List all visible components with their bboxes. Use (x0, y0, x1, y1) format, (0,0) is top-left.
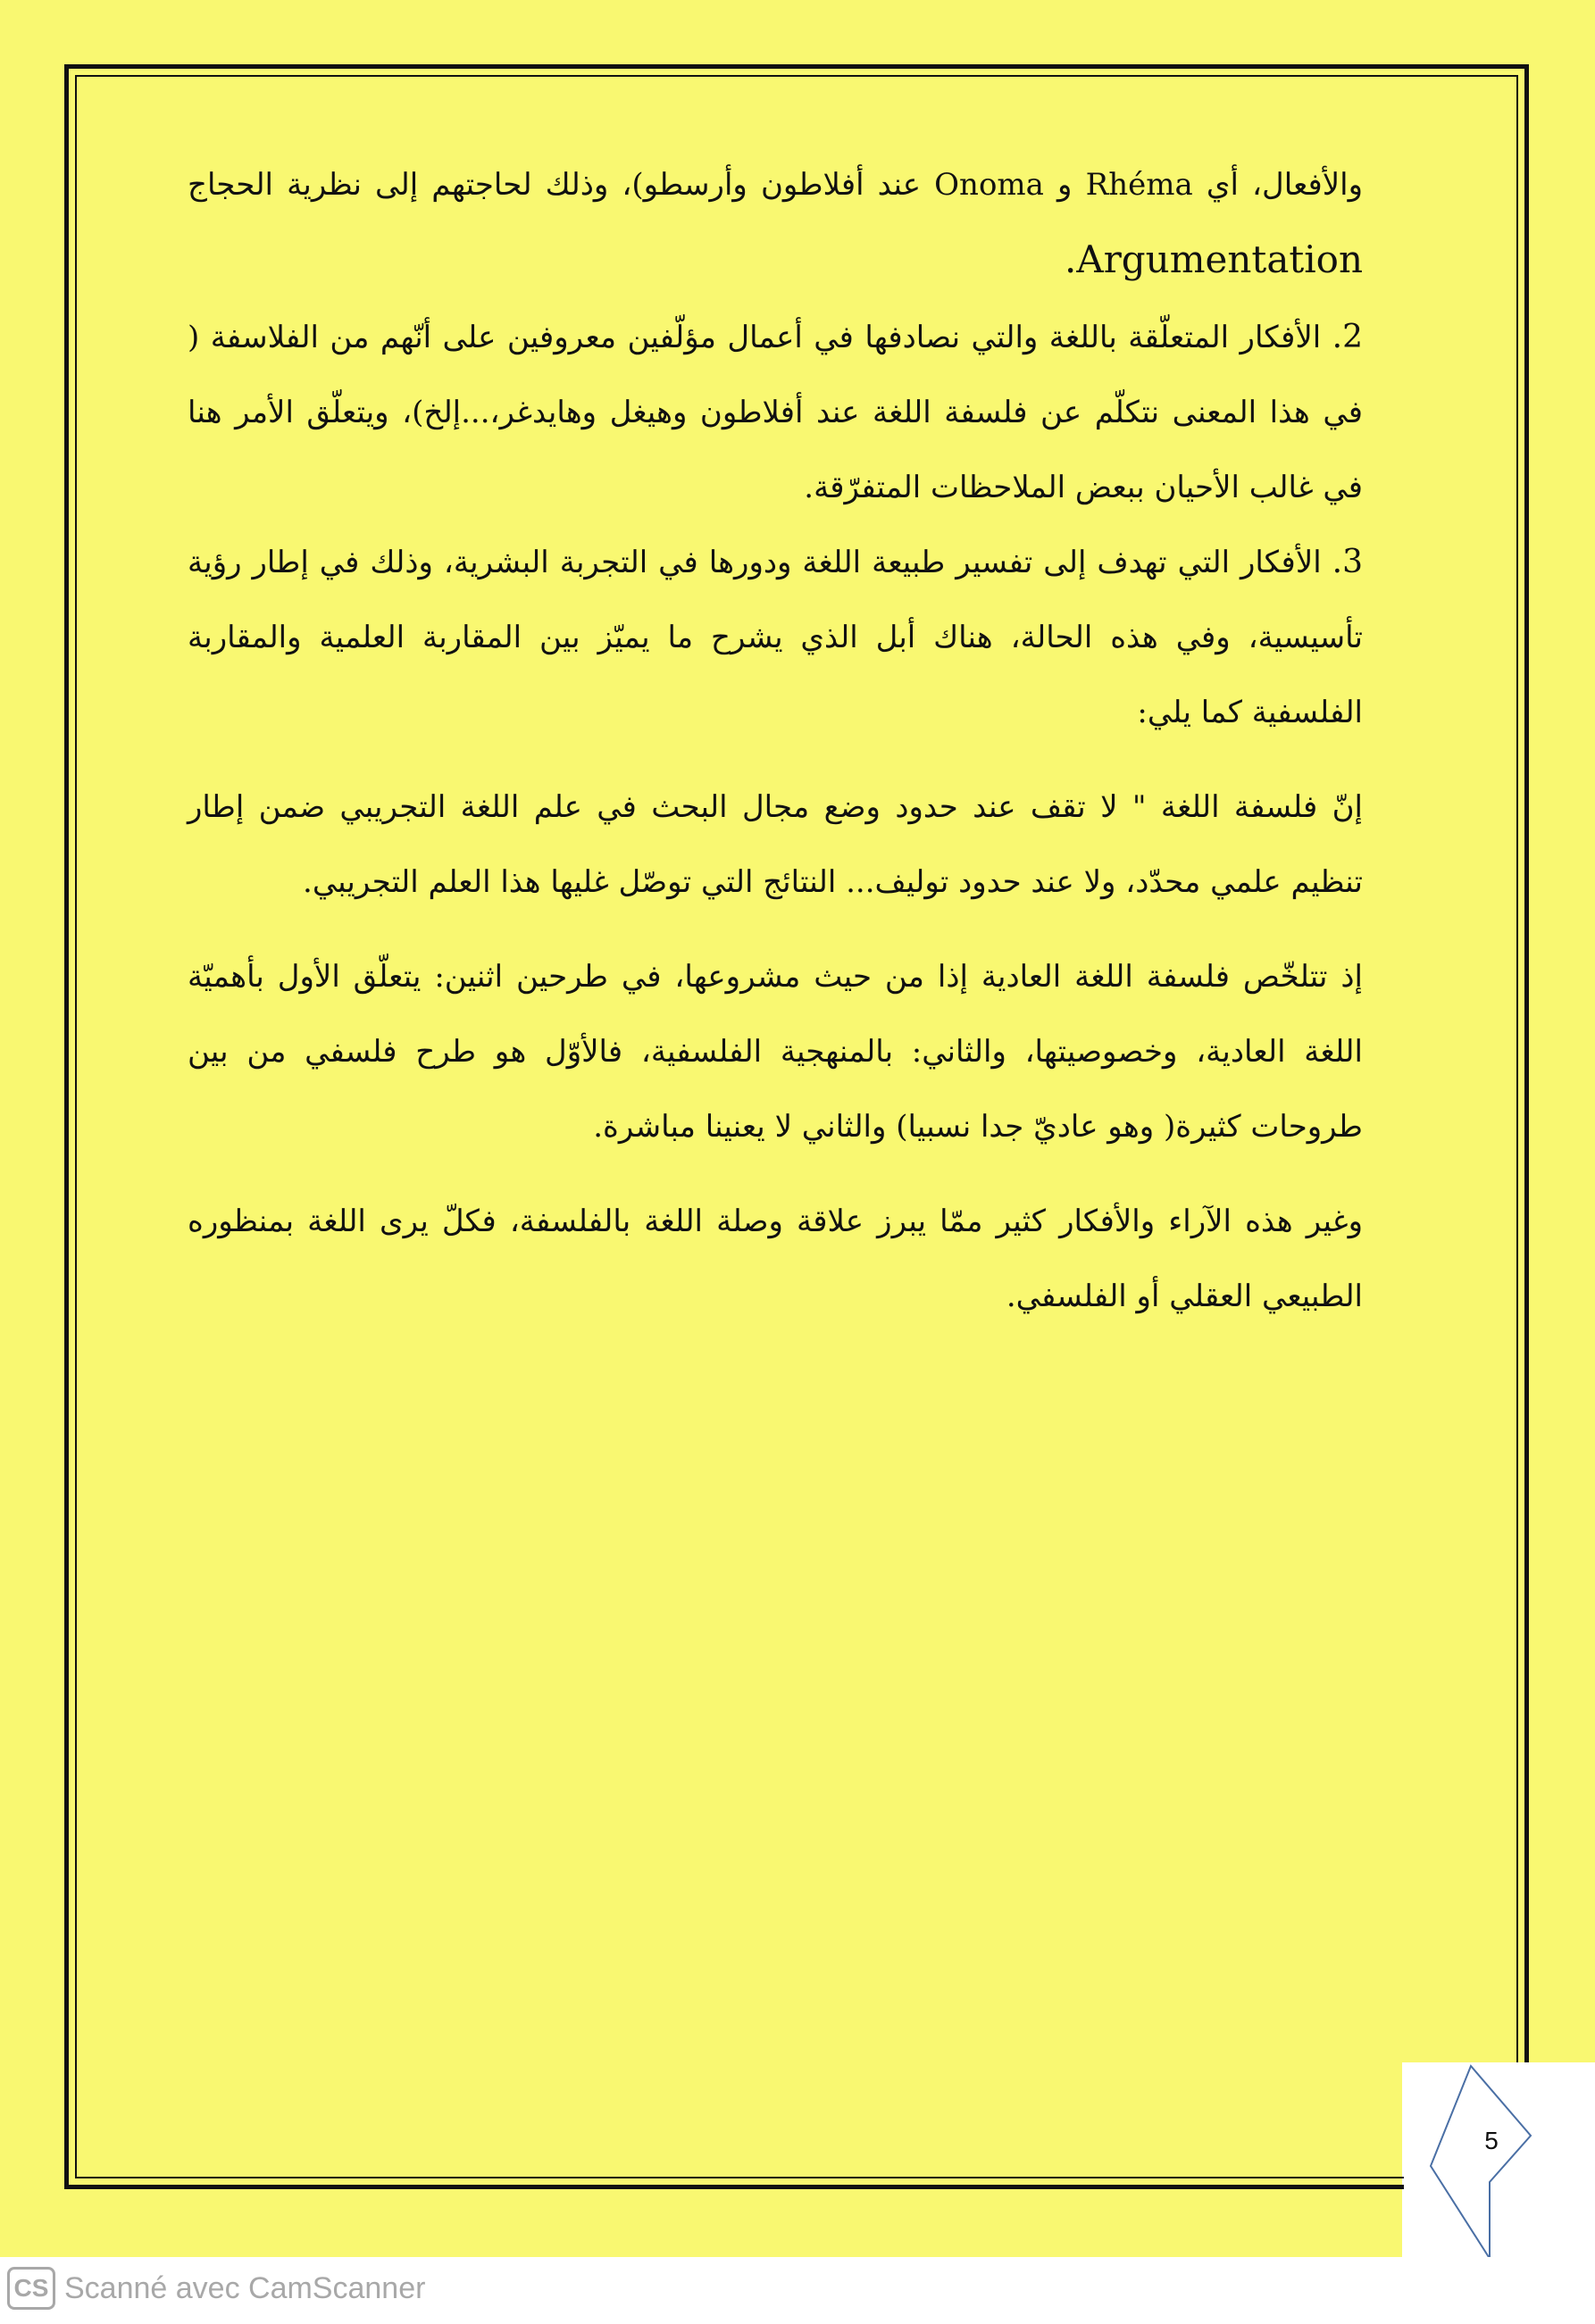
paragraph-quote: إنّ فلسفة اللغة " لا تقف عند حدود وضع مجال البحث في علم اللغة التجريبي ضمن إطار تنظيم علمي محدّد، ولا عند حدود توليف... النتائج التي توصّل غليها هذا العلم التجريبي. (188, 789, 1363, 900)
scanner-footer (7, 2266, 425, 2311)
paragraph-1-line-2 (188, 222, 1363, 300)
camscanner-logo-icon: CS (7, 2267, 55, 2310)
list-number-2: 2. (1332, 319, 1363, 355)
list-number-3: 3. (1332, 544, 1363, 580)
page-number: 5 (1484, 2127, 1499, 2154)
page-number-box (1404, 2062, 1534, 2257)
document-body (188, 147, 1363, 1334)
argumentation-term: Argumentation. (1065, 237, 1363, 281)
list-item-2 (188, 300, 1363, 525)
paragraph-ordinary-language: إذ تتلخّص فلسفة اللغة العادية إذا من حيث مشروعها، في طرحين اثنين: يتعلّق الأول بأهميّة اللغة العادية، وخصوصيتها، والثاني: بالمنهجية الفلسفية، فالأوّل هو طرح فلسفي من بين طروحات كثيرة( وهو عاديّ جدا نسبيا) والثاني لا يعنينا مباشرة. (188, 959, 1363, 1145)
paragraph-conclusion: وغير هذه الآراء والأفكار كثير ممّا يبرز علاقة وصلة اللغة بالفلسفة، فكلّ يرى اللغة بمنظوره الطبيعي العقلي أو الفلسفي. (188, 1204, 1363, 1314)
list-item-2-text: الأفكار المتعلّقة باللغة والتي نصادفها في أعمال مؤلّفين معروفين على أنّهم من الفلاسفة ( في هذا المعنى نتكلّم عن فلسفة اللغة عند أفلاطون وهيغل وهايدغر،...إلخ)، ويتعلّق الأمر هنا في غالب الأحيان ببعض الملاحظات المتفرّقة. (188, 320, 1363, 505)
page-number-diamond-icon (1404, 2062, 1534, 2257)
paragraph-1-line-1: والأفعال، أي Rhéma و Onoma عند أفلاطون وأرسطو)، وذلك لحاجتهم إلى نظرية الحجاج (188, 167, 1363, 203)
list-item-3 (188, 525, 1363, 750)
scanner-watermark-text: Scanné avec CamScanner (64, 2270, 426, 2305)
list-item-3-text: الأفكار التي تهدف إلى تفسير طبيعة اللغة ودورها في التجربة البشرية، وذلك في إطار رؤية تأسيسية، وفي هذه الحالة، هناك أبل الذي يشرح ما يميّز بين المقاربة العلمية والمقاربة الفلسفية كما يلي: (188, 545, 1363, 730)
